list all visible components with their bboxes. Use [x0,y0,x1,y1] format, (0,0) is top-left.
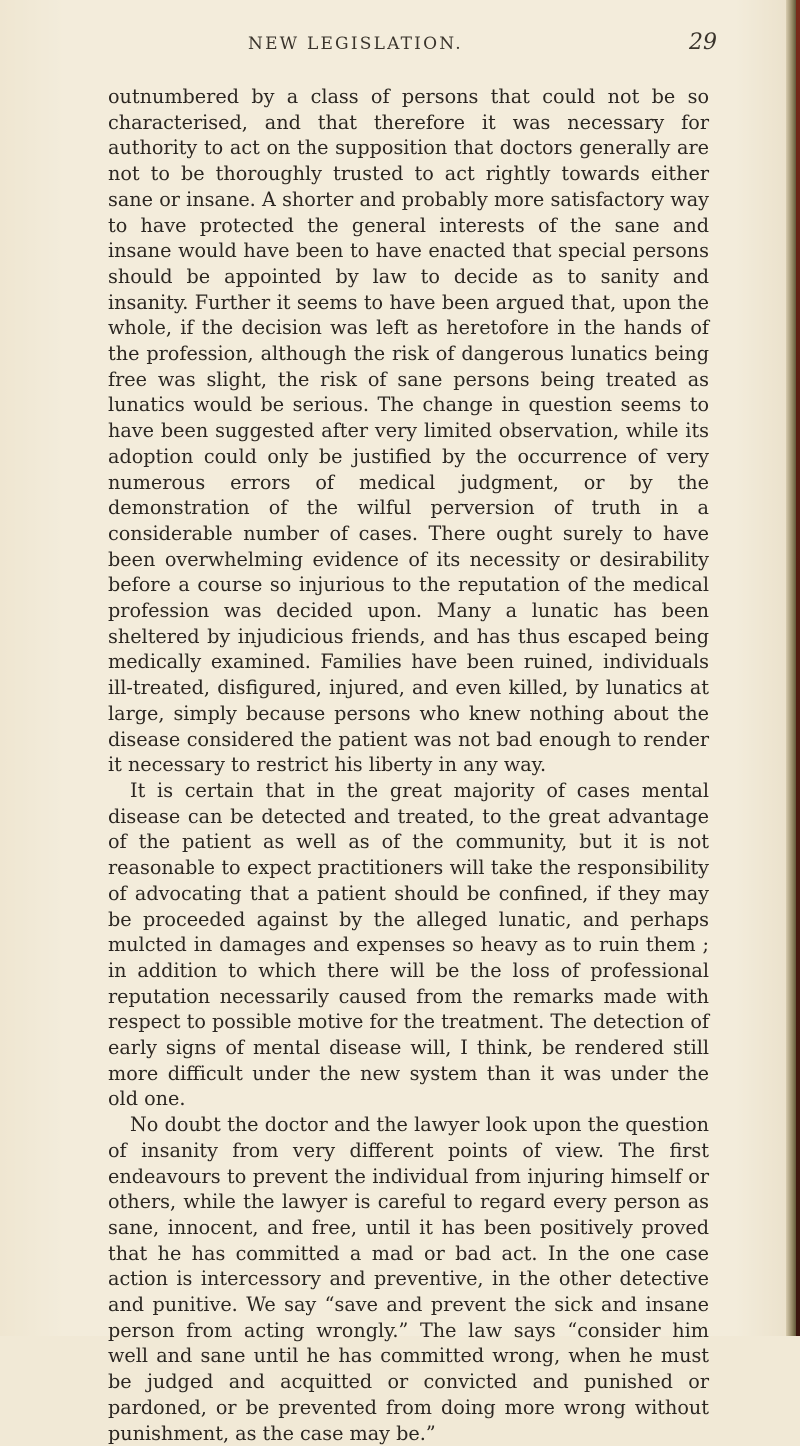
page-number: 29 [689,30,717,55]
header-title: NEW LEGISLATION. [248,34,463,54]
running-head [0,32,786,62]
paragraph-1: outnumbered by a class of persons that could not be so characterised, and that therefore it was necessary for authority to act on the supposition that doctors generally are not to be thoroughly trusted to act rightly towards either sane or insane. A shorter and probably more satisfactory way to have protected the general interests of the sane and insane would have been to have enacted that special persons should be appointed by law to decide as to sanity and insanity. Further it seems to have been argued that, upon the whole, if the decision was left as heretofore in the hands of the profession, although the risk of dangerous lunatics being free was slight, the risk of sane persons being treated as lunatics would be serious. The change in question seems to have been suggested after very limited observation, while its adoption could only be justified by the occurrence of very numerous errors of medical judgment, or by the demonstration of the wilful perversion of truth in a considerable number of cases. There ought surely to have been overwhelming evidence of its necessity or desirability before a course so injurious to the reputation of the medical profession was decided upon. Many a lunatic has been sheltered by injudicious friends, and has thus escaped being medically examined. Families have been ruined, individuals ill-treated, disfigured, injured, and even killed, by lunatics at large, simply because persons who knew nothing about the disease considered the patient was not bad enough to render it necessary to restrict his liberty in any way. [108,85,709,777]
paragraph-3: No doubt the doctor and the lawyer look upon the question of insanity from very different points of view. The first endeavours to prevent the individual from injuring himself or others, while the lawyer is careful to regard every person as sane, innocent, and free, until it has been positively proved that he has committed a mad or bad act. In the one case action is intercessory and preventive, in the other detective and punitive. We say “save and prevent the sick and insane person from acting wrongly.” The law says “consider him well and sane until he has committed wrong, when he must be judged and acquitted or convicted and punished or pardoned, or be prevented from doing more wrong without punishment, as the case may be.” [108,1113,709,1445]
page-cover-edge [796,0,800,1336]
paragraph-2: It is certain that in the great majority of cases mental disease can be detected and treated, to the great advantage of the patient as well as of the community, but it is not reasonable to expect practitioners will take the responsibility of advocating that a patient should be confined, if they may be proceeded against by the alleged lunatic, and perhaps mulcted in damages and expenses so heavy as to ruin them ; in addition to which there will be the loss of professional reputation necessarily caused from the remarks made with respect to possible motive for the treatment. The detection of early signs of mental disease will, I think, be rendered still more difficult under the new system than it was under the old one. [108,778,709,1111]
body-text [108,84,709,1446]
